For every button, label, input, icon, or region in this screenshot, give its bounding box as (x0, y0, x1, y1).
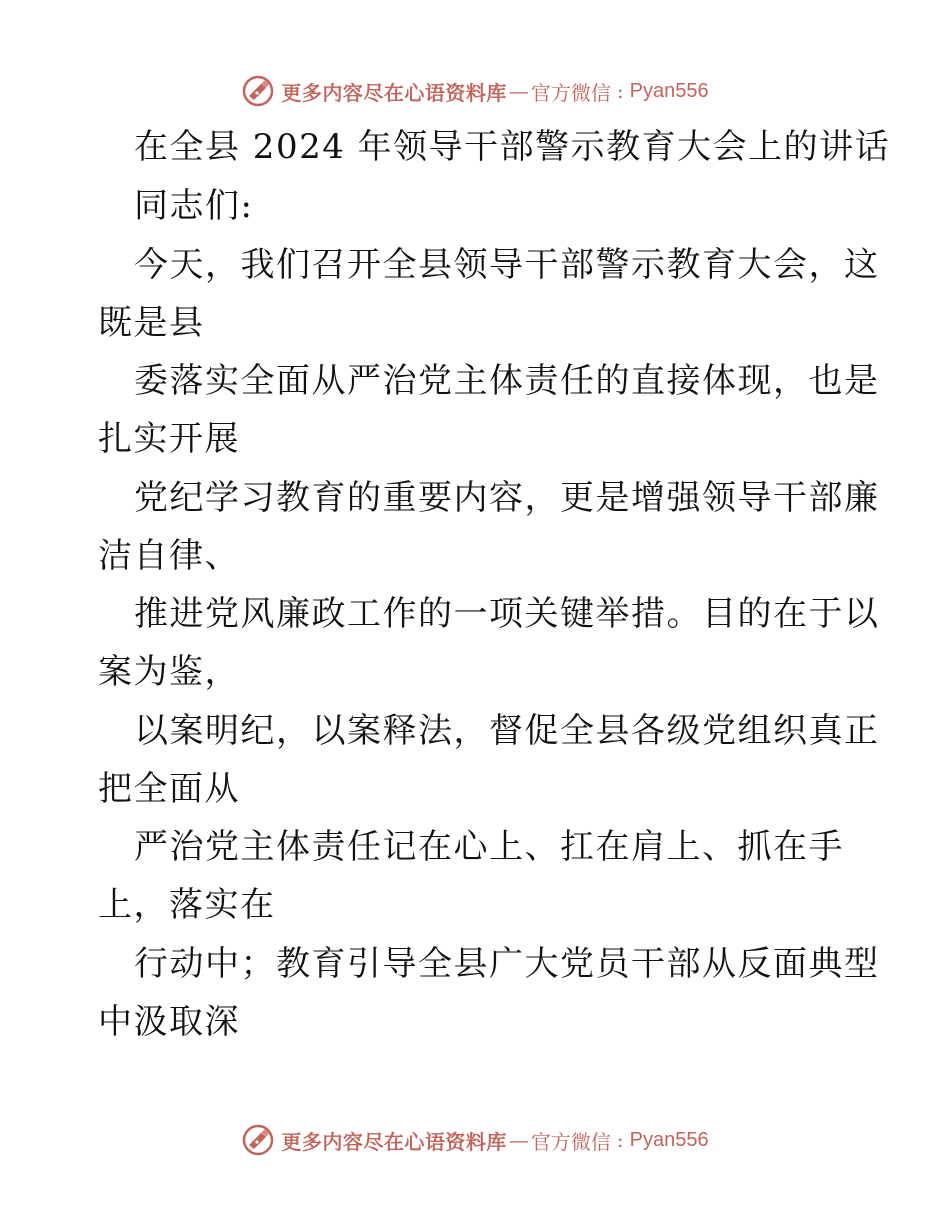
body-line: 今天，我们召开全县领导干部警示教育大会，这 (134, 245, 880, 285)
brand-dash: — (508, 79, 529, 103)
body-line: 行动中；教育引导全县广大党员干部从反面典型 (134, 944, 880, 984)
body-line: 以案明纪，以案释法，督促全县各级党组织真正 (134, 711, 880, 751)
body-line: 扎实开展 (98, 419, 240, 459)
wechat-id: Pyan556 (629, 79, 709, 102)
body-line: 中汲取深 (98, 1002, 240, 1042)
brand-text: 更多内容尽在心语资料库 (281, 80, 507, 105)
wechat-label: 官方微信 (530, 1129, 611, 1154)
body-line: 上，落实在 (98, 885, 276, 925)
wechat-separator: : (616, 79, 624, 103)
body-line: 委落实全面从严治党主体责任的直接体现，也是 (134, 361, 880, 401)
body-line: 严治党主体责任记在心上、扛在肩上、抓在手 (134, 827, 844, 867)
brand-dash: — (508, 1128, 529, 1152)
wechat-label: 官方微信 (530, 80, 611, 105)
wechat-id: Pyan556 (629, 1128, 709, 1151)
brand-text: 更多内容尽在心语资料库 (281, 1129, 507, 1154)
pen-nib-icon (241, 1123, 275, 1157)
body-line: 党纪学习教育的重要内容，更是增强领导干部廉 (134, 478, 880, 518)
footer-watermark (0, 1120, 950, 1160)
header-watermark (0, 71, 950, 111)
body-line: 把全面从 (98, 769, 240, 809)
body-line: 案为鉴， (98, 652, 240, 692)
body-line: 既是县 (98, 303, 205, 343)
document-title: 在全县 2024 年领导干部警示教育大会上的讲话 (134, 127, 891, 167)
wechat-separator: : (616, 1128, 624, 1152)
salutation: 同志们: (134, 186, 254, 226)
body-line: 推进党风廉政工作的一项关键举措。目的在于以 (134, 594, 880, 634)
body-line: 洁自律、 (98, 536, 240, 576)
pen-nib-icon (241, 74, 275, 108)
